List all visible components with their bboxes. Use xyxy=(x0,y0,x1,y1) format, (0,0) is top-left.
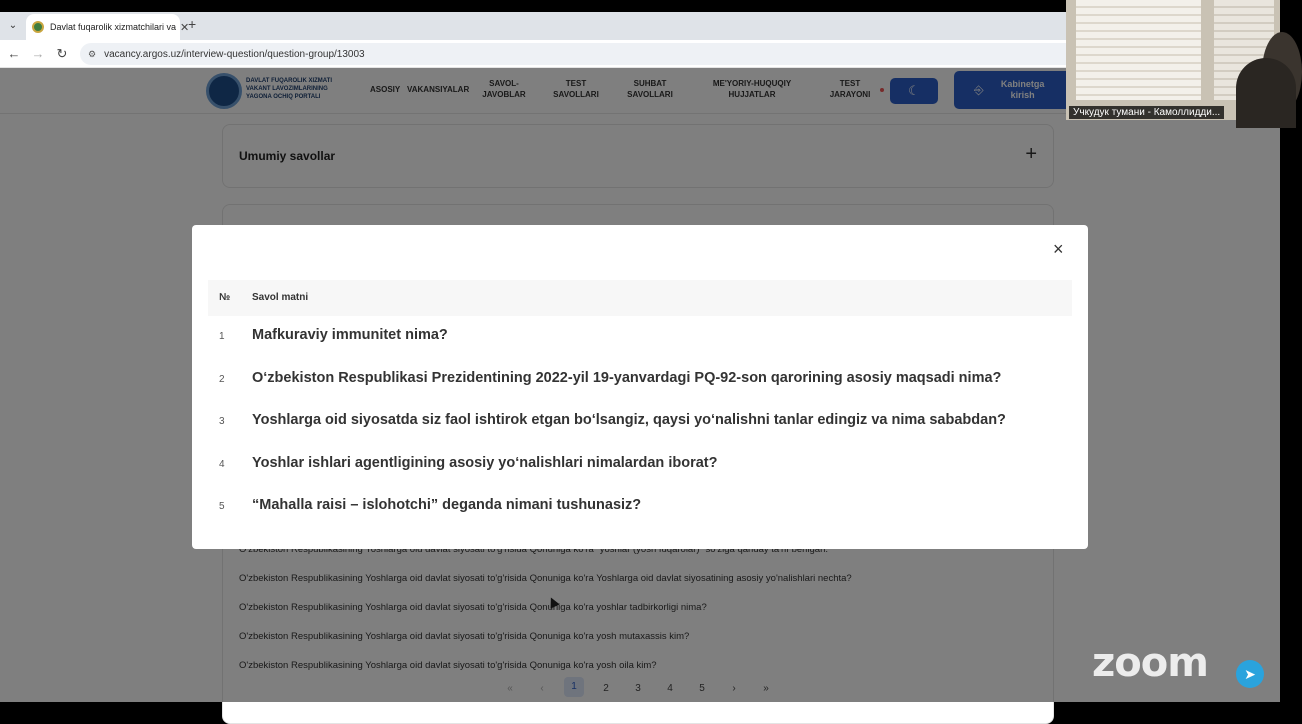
column-header-number: № xyxy=(219,292,231,303)
question-text: “Mahalla raisi – islohotchi” deganda nimani tushunasiz? xyxy=(252,497,642,513)
question-number: 5 xyxy=(219,501,225,512)
site-info-icon[interactable]: ⚙ xyxy=(88,48,97,59)
question-text: Mafkuraviy immunitet nima? xyxy=(252,327,448,343)
tab-close-icon[interactable]: ✕ xyxy=(180,21,190,34)
back-arrow-icon[interactable]: ← xyxy=(7,46,21,61)
question-text: Yoshlar ishlari agentligining asosiy yo‘nalishlari nimalardan iborat? xyxy=(252,455,718,471)
address-bar[interactable] xyxy=(80,43,1080,65)
question-text: O‘zbekiston Respublikasi Prezidentining 2022-yil 19-yanvardagi PQ-92-son qarorining asosiy maqsadi nima? xyxy=(252,370,1002,386)
question-modal xyxy=(192,225,1088,549)
question-number: 4 xyxy=(219,459,225,470)
table-header xyxy=(208,280,1072,316)
participant-body xyxy=(1236,58,1296,128)
question-number: 2 xyxy=(219,374,225,385)
reload-icon[interactable]: ↻ xyxy=(56,46,68,61)
window-blind xyxy=(1076,0,1201,100)
tab-title: Davlat fuqarolik xizmatchilari va xyxy=(50,22,177,32)
participant-name: Учкудук тумани - Камоллидди... xyxy=(1069,106,1224,119)
site-favicon-icon xyxy=(32,21,44,33)
tab-list-chevron-icon[interactable]: ⌄ xyxy=(8,19,18,31)
column-header-question: Savol matni xyxy=(252,292,309,303)
question-text: Yoshlarga oid siyosatda siz faol ishtirok etgan bo‘lsangiz, qaysi yo‘nalishni tanlar edingiz va nima sababdan? xyxy=(252,412,1006,428)
zoom-logo: zoom xyxy=(1092,640,1208,686)
question-number: 3 xyxy=(219,416,225,427)
telegram-icon: ➤ xyxy=(1236,660,1264,688)
web-page xyxy=(0,68,1280,702)
question-number: 1 xyxy=(219,331,225,342)
close-icon[interactable]: × xyxy=(1053,239,1064,259)
forward-arrow-icon[interactable]: → xyxy=(31,46,45,61)
participant-video[interactable] xyxy=(1066,0,1280,120)
browser-tab[interactable] xyxy=(26,14,190,40)
url-text: vacancy.argos.uz/interview-question/question-group/13003 xyxy=(104,48,365,60)
new-tab-button[interactable]: + xyxy=(188,16,197,32)
